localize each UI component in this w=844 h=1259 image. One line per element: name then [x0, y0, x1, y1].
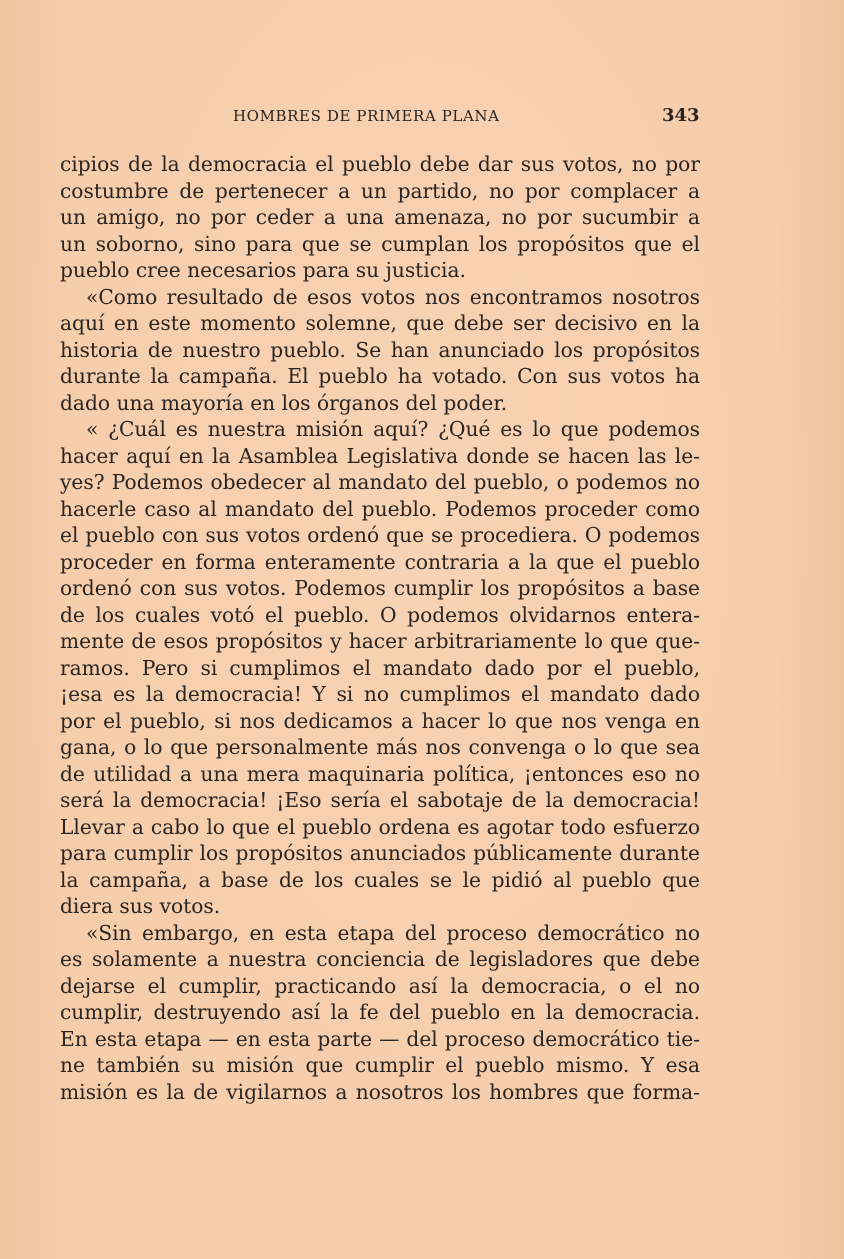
text-line: ramos. Pero si cumplimos el mandato dado por el pueblo,	[60, 655, 700, 680]
text-line: mente de esos propósitos y hacer arbitrariamente lo que que-	[60, 629, 700, 653]
text-line: hacer aquí en la Asamblea Legislativa donde se hacen las le-	[60, 443, 700, 468]
body-text	[60, 151, 700, 1105]
text-line: costumbre de pertenecer a un partido, no por complacer a	[60, 178, 700, 203]
running-header	[0, 107, 844, 131]
text-line: de los cuales votó el pueblo. O podemos olvidarnos entera-	[60, 602, 700, 627]
text-line: pueblo cree necesarios para su justicia.	[60, 258, 466, 282]
text-line: gana, o lo que personalmente más nos convenga o lo que sea	[60, 735, 700, 759]
text-line: aquí en este momento solemne, que debe ser decisivo en la	[60, 311, 700, 335]
text-line: proceder en forma enteramente contraria a la que el pueblo	[60, 549, 700, 574]
text-line: « ¿Cuál es nuestra misión aquí? ¿Qué es lo que podemos	[86, 417, 700, 441]
text-line: por el pueblo, si nos dedicamos a hacer lo que nos venga en	[60, 708, 700, 733]
text-line: «Como resultado de esos votos nos encontramos nosotros	[86, 284, 700, 309]
text-line: ordenó con sus votos. Podemos cumplir los propósitos a base	[60, 576, 700, 600]
text-line: para cumplir los propósitos anunciados públicamente durante	[60, 841, 700, 865]
text-line: el pueblo con sus votos ordenó que se procediera. O podemos	[60, 523, 700, 547]
text-line: hacerle caso al mandato del pueblo. Podemos proceder como	[60, 496, 700, 521]
text-line: ne también su misión que cumplir el pueblo mismo. Y esa	[60, 1053, 700, 1077]
text-line: cipios de la democracia el pueblo debe dar sus votos, no por	[60, 152, 700, 176]
text-line: misión es la de vigilarnos a nosotros los hombres que forma-	[60, 1079, 700, 1104]
text-line: En esta etapa — en esta parte — del proceso democrático tie-	[60, 1026, 700, 1051]
text-line: un amigo, no por ceder a una amenaza, no por sucumbir a	[60, 205, 700, 229]
text-line: será la democracia! ¡Eso sería el sabotaje de la democracia!	[60, 788, 700, 812]
text-line: la campaña, a base de los cuales se le pidió al pueblo que	[60, 867, 700, 892]
text-line: ¡esa es la democracia! Y si no cumplimos el mandato dado	[60, 682, 700, 706]
text-line: diera sus votos.	[60, 894, 221, 918]
text-line: de utilidad a una mera maquinaria política, ¡entonces eso no	[60, 761, 700, 786]
text-line: un soborno, sino para que se cumplan los propósitos que el	[60, 231, 700, 256]
text-line: es solamente a nuestra conciencia de legisladores que debe	[60, 947, 700, 971]
text-line: dejarse el cumplir, practicando así la democracia, o el no	[60, 973, 700, 998]
page-number: 343	[662, 105, 700, 126]
text-line: cumplir, destruyendo así la fe del pueblo en la democracia.	[60, 1000, 700, 1024]
text-line: dado una mayoría en los órganos del poder.	[60, 390, 508, 415]
text-line: Llevar a cabo lo que el pueblo ordena es agotar todo esfuerzo	[60, 814, 700, 839]
text-line: durante la campaña. El pueblo ha votado. Con sus votos ha	[60, 364, 700, 388]
text-line: historia de nuestro pueblo. Se han anunciado los propósitos	[60, 337, 700, 362]
text-line: «Sin embargo, en esta etapa del proceso democrático no	[86, 920, 700, 945]
text-line: yes? Podemos obedecer al mandato del pueblo, o podemos no	[60, 470, 700, 494]
running-title: HOMBRES DE PRIMERA PLANA	[233, 107, 500, 125]
